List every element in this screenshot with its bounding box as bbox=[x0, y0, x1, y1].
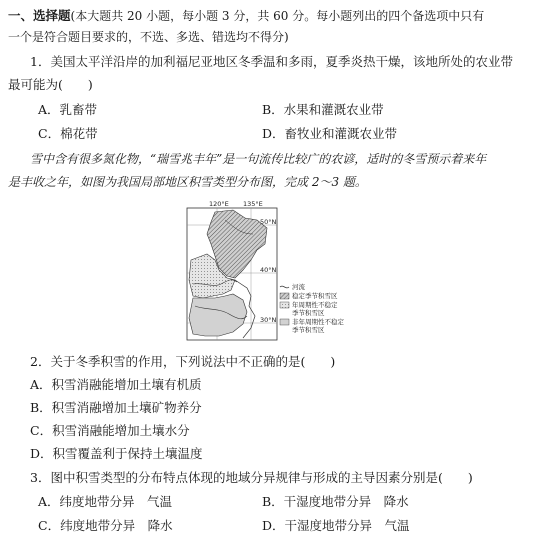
section-note: (本大题共 20 小题，每小题 3 分，共 60 分。每小题列出的四个备选项中只有 bbox=[70, 9, 485, 23]
q2-option-c[interactable]: C．积雪消融能增加土壤水分 bbox=[30, 423, 190, 438]
q2-stem: 2．关于冬季积雪的作用，下列说法中不正确的是( ) bbox=[30, 354, 336, 369]
legend-river: 河流 bbox=[292, 283, 305, 291]
river-icon bbox=[280, 286, 289, 288]
annual-unstable-icon bbox=[280, 302, 289, 308]
q1-option-c[interactable]: C．棉花带 bbox=[38, 126, 98, 141]
section-header bbox=[8, 6, 484, 24]
legend-nonannual-1: 非年周期性不稳定 bbox=[292, 318, 344, 326]
lon-label-120: 120°E bbox=[209, 200, 229, 208]
q2-option-b[interactable]: B．积雪消融增加土壤矿物养分 bbox=[30, 400, 202, 415]
map-svg bbox=[185, 198, 375, 350]
q3-option-b[interactable]: B．干湿度地带分异 降水 bbox=[262, 494, 409, 509]
lat-label-30: 30°N bbox=[260, 316, 277, 324]
lat-label-40: 40°N bbox=[260, 266, 277, 274]
q1-option-b[interactable]: B．水果和灌溉农业带 bbox=[262, 102, 384, 117]
legend-annual-1: 年周期性不稳定 bbox=[292, 301, 338, 309]
q1-option-d[interactable]: D．畜牧业和灌溉农业带 bbox=[262, 126, 398, 141]
q2-option-a[interactable]: A．积雪消融能增加土壤有机质 bbox=[30, 377, 202, 392]
snow-type-map bbox=[185, 198, 375, 350]
passage-line1: 雪中含有很多氮化物，“瑞雪兆丰年”是一句流传比较广的农谚，适时的冬雪预示着来年 bbox=[30, 152, 487, 166]
passage-line2: 是丰收之年，如图为我国局部地区积雪类型分布图，完成 2～3 题。 bbox=[8, 175, 367, 189]
q3-option-a[interactable]: A．纬度地带分异 气温 bbox=[38, 494, 173, 509]
legend-nonannual-2: 季节积雪区 bbox=[292, 326, 325, 334]
q3-stem: 3．图中积雪类型的分布特点体现的地域分异规律与形成的主导因素分别是( ) bbox=[30, 470, 473, 485]
legend-stable: 稳定季节积雪区 bbox=[292, 292, 338, 300]
legend-annual-2: 季节积雪区 bbox=[292, 309, 325, 317]
q3-option-c[interactable]: C．纬度地带分异 降水 bbox=[38, 518, 173, 533]
section-note-line2: 一个是符合题目要求的，不选、多选、错选均不得分) bbox=[8, 30, 289, 44]
non-annual-unstable-icon bbox=[280, 319, 289, 325]
map-legend bbox=[280, 282, 345, 334]
stable-snow-icon bbox=[280, 293, 289, 299]
q1-stem-line2: 最可能为( ) bbox=[8, 77, 93, 92]
q1-option-a[interactable]: A．乳畜带 bbox=[38, 102, 98, 117]
q3-option-d[interactable]: D．干湿度地带分异 气温 bbox=[262, 518, 410, 533]
q1-stem-line1: 1．美国太平洋沿岸的加利福尼亚地区冬季温和多雨，夏季炎热干燥，该地所处的农业带 bbox=[30, 54, 513, 69]
q2-option-d[interactable]: D．积雪覆盖利于保持土壤温度 bbox=[30, 446, 203, 461]
lat-label-50: 50°N bbox=[260, 218, 277, 226]
section-title: 一、选择题 bbox=[8, 8, 71, 23]
lon-label-135: 135°E bbox=[243, 200, 263, 208]
